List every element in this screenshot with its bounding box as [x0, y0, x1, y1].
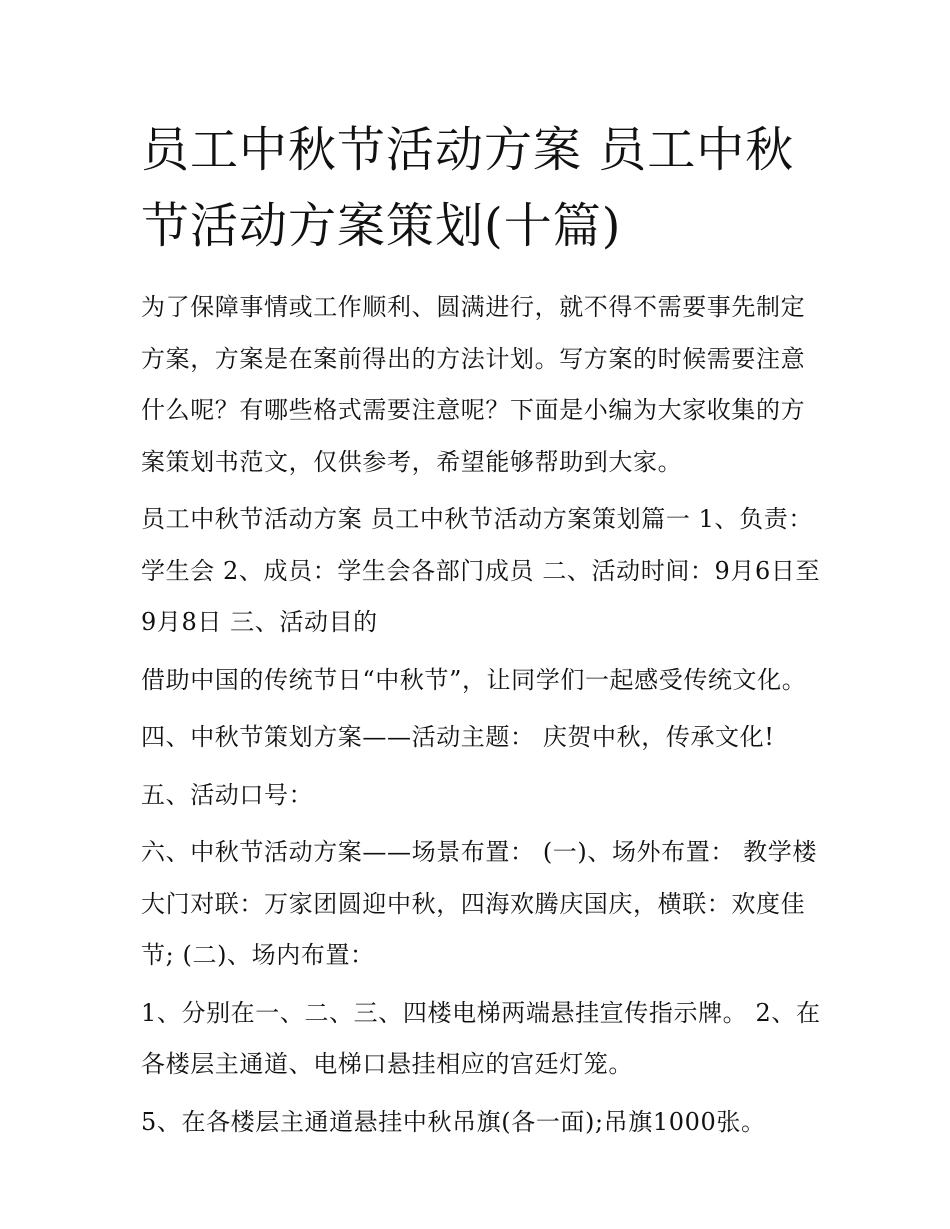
document-title: 员工中秋节活动方案 员工中秋节活动方案策划(十篇) — [141, 122, 795, 254]
document-body — [141, 282, 821, 1148]
paragraph-purpose: 借助中国的传统节日“中秋节”，让同学们一起感受传统文化。 — [141, 665, 807, 694]
paragraph-slogan: 五、活动口号： — [141, 780, 314, 809]
paragraph-decoration: 六、中秋节活动方案——场景布置： (一)、场外布置： 教学楼大门对联：万家团圆迎中秋，四海欢腾庆国庆，横联：欢度佳节; (二)、场内布置： — [141, 838, 817, 969]
paragraph-signs-lanterns: 1、分别在一、二、三、四楼电梯两端悬挂宣传指示牌。 2、在各楼层主通道、电梯口悬挂相应的宫廷灯笼。 — [141, 998, 821, 1078]
paragraph-intro: 为了保障事情或工作顺利、圆满进行，就不得不需要事先制定方案，方案是在案前得出的方法计划。写方案的时候需要注意什么呢？有哪些格式需要注意呢？下面是小编为大家收集的方案策划书范文，仅供参考，希望能够帮助到大家。 — [141, 293, 806, 476]
paragraph-flags: 5、在各楼层主通道悬挂中秋吊旗(各一面);吊旗1000张。 — [141, 1107, 766, 1136]
paragraph-section-one: 员工中秋节活动方案 员工中秋节活动方案策划篇一 1、负责：学生会 2、成员：学生会各部门成员 二、活动时间：9月6日至9月8日 三、活动目的 — [141, 505, 821, 636]
paragraph-theme: 四、中秋节策划方案——活动主题： 庆贺中秋，传承文化! — [141, 723, 775, 751]
